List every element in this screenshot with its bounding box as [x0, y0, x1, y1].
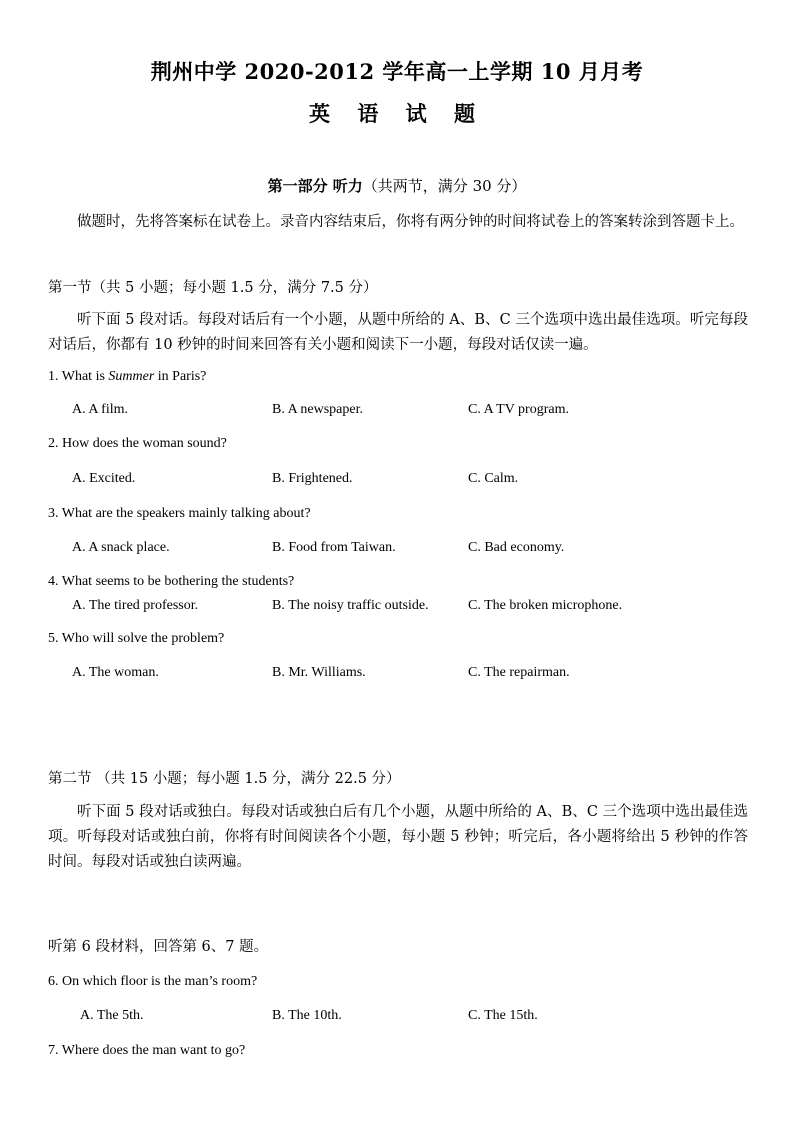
- question-5-option-a: A. The woman.: [72, 665, 159, 680]
- question-2-option-b: B. Frightened.: [272, 471, 353, 486]
- section2-instructions: 听下面 5 段对话或独白。每段对话或独白后有几个小题，从题中所给的 A、B、C 三个选项中选出最佳选项。听每段对话或独白前，你将有时间阅读各个小题，每小题 5 秒钟；听完后，各小题将给出 5 秒钟的作答时间。每段对话或独白读两遍。: [48, 804, 748, 870]
- question-1-stem: [48, 369, 206, 385]
- exam-subtitle: 英 语 试 题: [309, 101, 485, 126]
- part1-title-bold: 第一部分 听力: [267, 177, 363, 195]
- exam-title: 荆州中学 2020-2012 学年高一上学期 10 月月考: [150, 59, 644, 84]
- question-3-option-b: B. Food from Taiwan.: [272, 540, 396, 555]
- material6-prompt: 听第 6 段材料，回答第 6、7 题。: [48, 939, 269, 955]
- question-6-option-a: A. The 5th.: [80, 1008, 144, 1023]
- question-1-option-a: A. A film.: [72, 402, 129, 417]
- question-3-stem: 3. What are the speakers mainly talking about?: [48, 506, 311, 521]
- question-5-option-c: C. The repairman.: [468, 665, 570, 680]
- question-1-option-c: C. A TV program.: [468, 402, 569, 417]
- section1-instructions: 听下面 5 段对话。每段对话后有一个小题，从题中所给的 A、B、C 三个选项中选出最佳选项。听完每段对话后，你都有 10 秒钟的时间来回答有关小题和阅读下一小题，每段对话仅读一遍。: [48, 312, 748, 353]
- question-4-option-c: C. The broken microphone.: [468, 598, 623, 613]
- question-6-option-b: B. The 10th.: [272, 1008, 342, 1023]
- section2-heading: 第二节 （共 15 小题；每小题 1.5 分，满分 22.5 分）: [48, 771, 401, 787]
- question-2-stem: 2. How does the woman sound?: [48, 436, 227, 451]
- question-1-stem-emphasis: Summer: [108, 369, 155, 384]
- question-6-stem: 6. On which floor is the man’s room?: [48, 974, 258, 989]
- question-4-option-b: B. The noisy traffic outside.: [272, 598, 429, 613]
- question-4-stem: 4. What seems to be bothering the students?: [48, 574, 295, 589]
- question-1-stem-post: in Paris?: [154, 369, 207, 384]
- question-2-option-c: C. Calm.: [468, 471, 519, 486]
- section1-heading: 第一节（共 5 小题；每小题 1.5 分，满分 7.5 分）: [48, 280, 378, 296]
- question-4-option-a: A. The tired professor.: [72, 598, 199, 613]
- question-1-stem-pre: 1. What is: [48, 369, 109, 384]
- part1-title: [0, 175, 794, 196]
- question-1-option-b: B. A newspaper.: [272, 402, 363, 417]
- question-5-stem: 5. Who will solve the problem?: [48, 631, 225, 646]
- question-3-option-c: C. Bad economy.: [468, 540, 565, 555]
- part1-instructions: 做题时，先将答案标在试卷上。录音内容结束后，你将有两分钟的时间将试卷上的答案转涂到答题卡上。: [77, 214, 744, 230]
- question-5-option-b: B. Mr. Williams.: [272, 665, 366, 680]
- question-6-option-c: C. The 15th.: [468, 1008, 538, 1023]
- question-2-option-a: A. Excited.: [72, 471, 136, 486]
- question-3-option-a: A. A snack place.: [72, 540, 170, 555]
- part1-title-rest: （共两节，满分 30 分）: [362, 177, 527, 195]
- question-7-stem: 7. Where does the man want to go?: [48, 1043, 246, 1058]
